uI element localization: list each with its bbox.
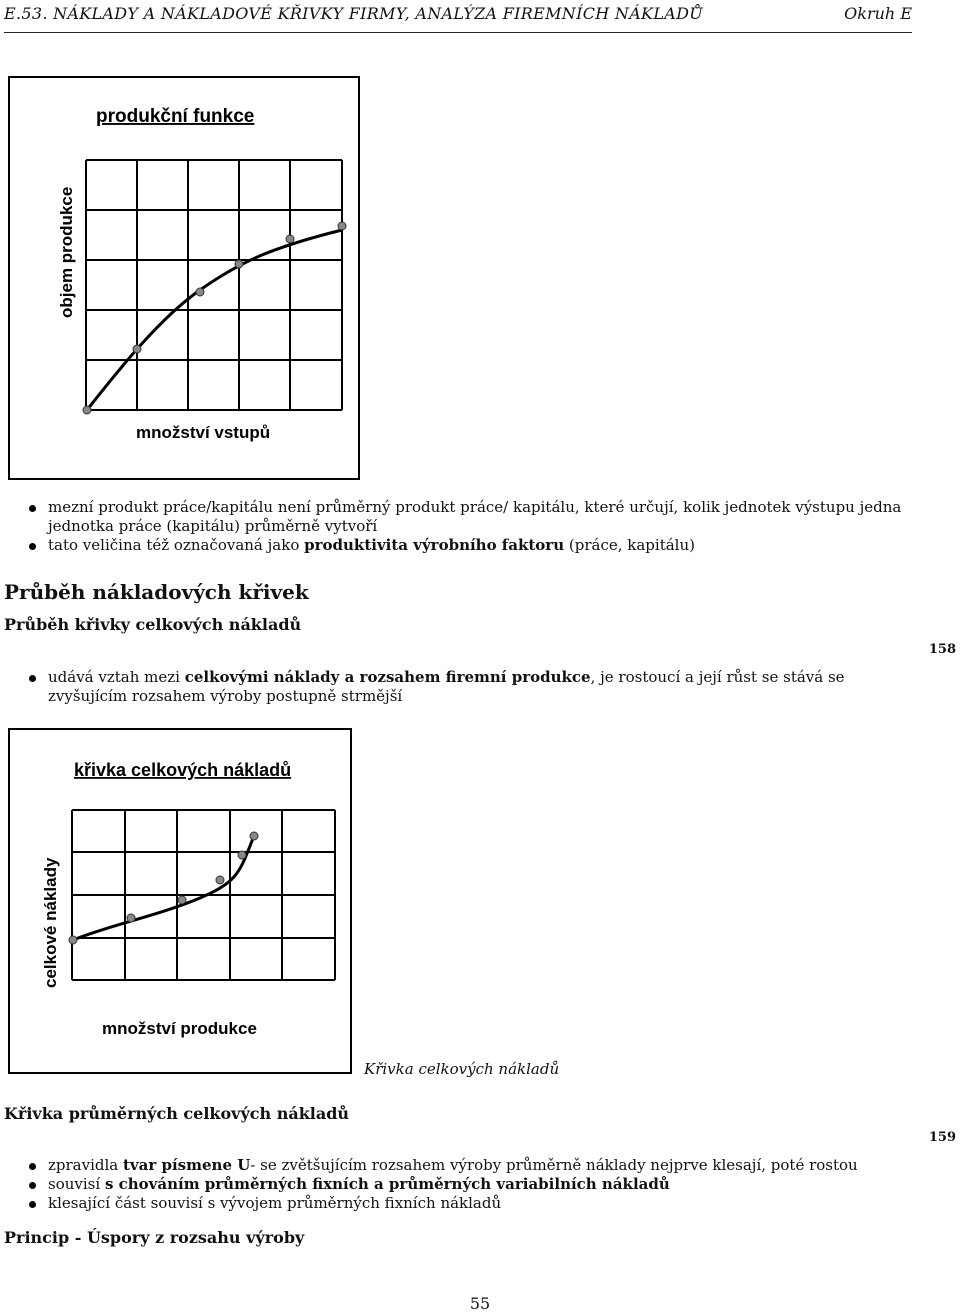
total-cost-chart [10,730,350,1072]
x-axis-label: množství vstupů [136,423,271,442]
list-item: klesající část souvisí s vývojem průměrných fixních nákladů [28,1194,918,1213]
list-item: zpravidla tvar písmene U- se zvětšujícím rozsahem výroby průměrně náklady nejprve klesají, poté rostou [28,1156,918,1175]
list-item: mezní produkt práce/kapitálu není průměrný produkt práce/ kapitálu, které určují, kolik jednotek výstupu jedna jednotka práce (kapitálu) průměrně vytvoří [28,498,918,536]
page-header [4,4,912,33]
chart-grid [86,160,342,410]
section-heading: Křivka průměrných celkových nákladů [4,1104,350,1123]
figure-caption: Křivka celkových nákladů [364,1060,560,1078]
section-heading: Princip - Úspory z rozsahu výroby [4,1228,305,1247]
bullet-list-average-cost [28,1156,918,1213]
page-number: 55 [469,1294,491,1313]
production-function-figure [8,76,360,480]
section-heading: Průběh nákladových křivek [4,580,309,604]
production-function-chart [10,78,358,478]
y-axis-label: objem produkce [57,186,76,318]
production-curve [87,230,342,410]
list-item: tato veličina též označovaná jako produktivita výrobního faktoru (práce, kapitálu) [28,536,918,555]
list-item: souvisí s chováním průměrných fixních a průměrných variabilních nákladů [28,1175,918,1194]
chart-title: produkční funkce [96,106,255,127]
x-axis-label: množství produkce [102,1019,257,1038]
subsection-heading: Průběh křivky celkových nákladů [4,615,302,634]
list-item: udává vztah mezi celkovými náklady a rozsahem firemní produkce, je rostoucí a její růst se stává se zvyšujícím rozsahem výroby postupně strmější [28,668,918,706]
bullet-list-productivity [28,498,918,555]
header-section: Okruh E [844,4,912,23]
bullet-list-total-cost [28,668,918,706]
header-title: E.53. NÁKLADY A NÁKLADOVÉ KŘIVKY FIRMY, ANALÝZA FIREMNÍCH NÁKLADŮ [4,4,704,23]
curve-points [83,222,346,414]
y-axis-label: celkové náklady [41,857,60,988]
margin-number: 159 [928,1130,956,1145]
total-cost-figure [8,728,352,1074]
chart-title: křivka celkových nákladů [74,760,292,780]
margin-number: 158 [928,642,956,657]
